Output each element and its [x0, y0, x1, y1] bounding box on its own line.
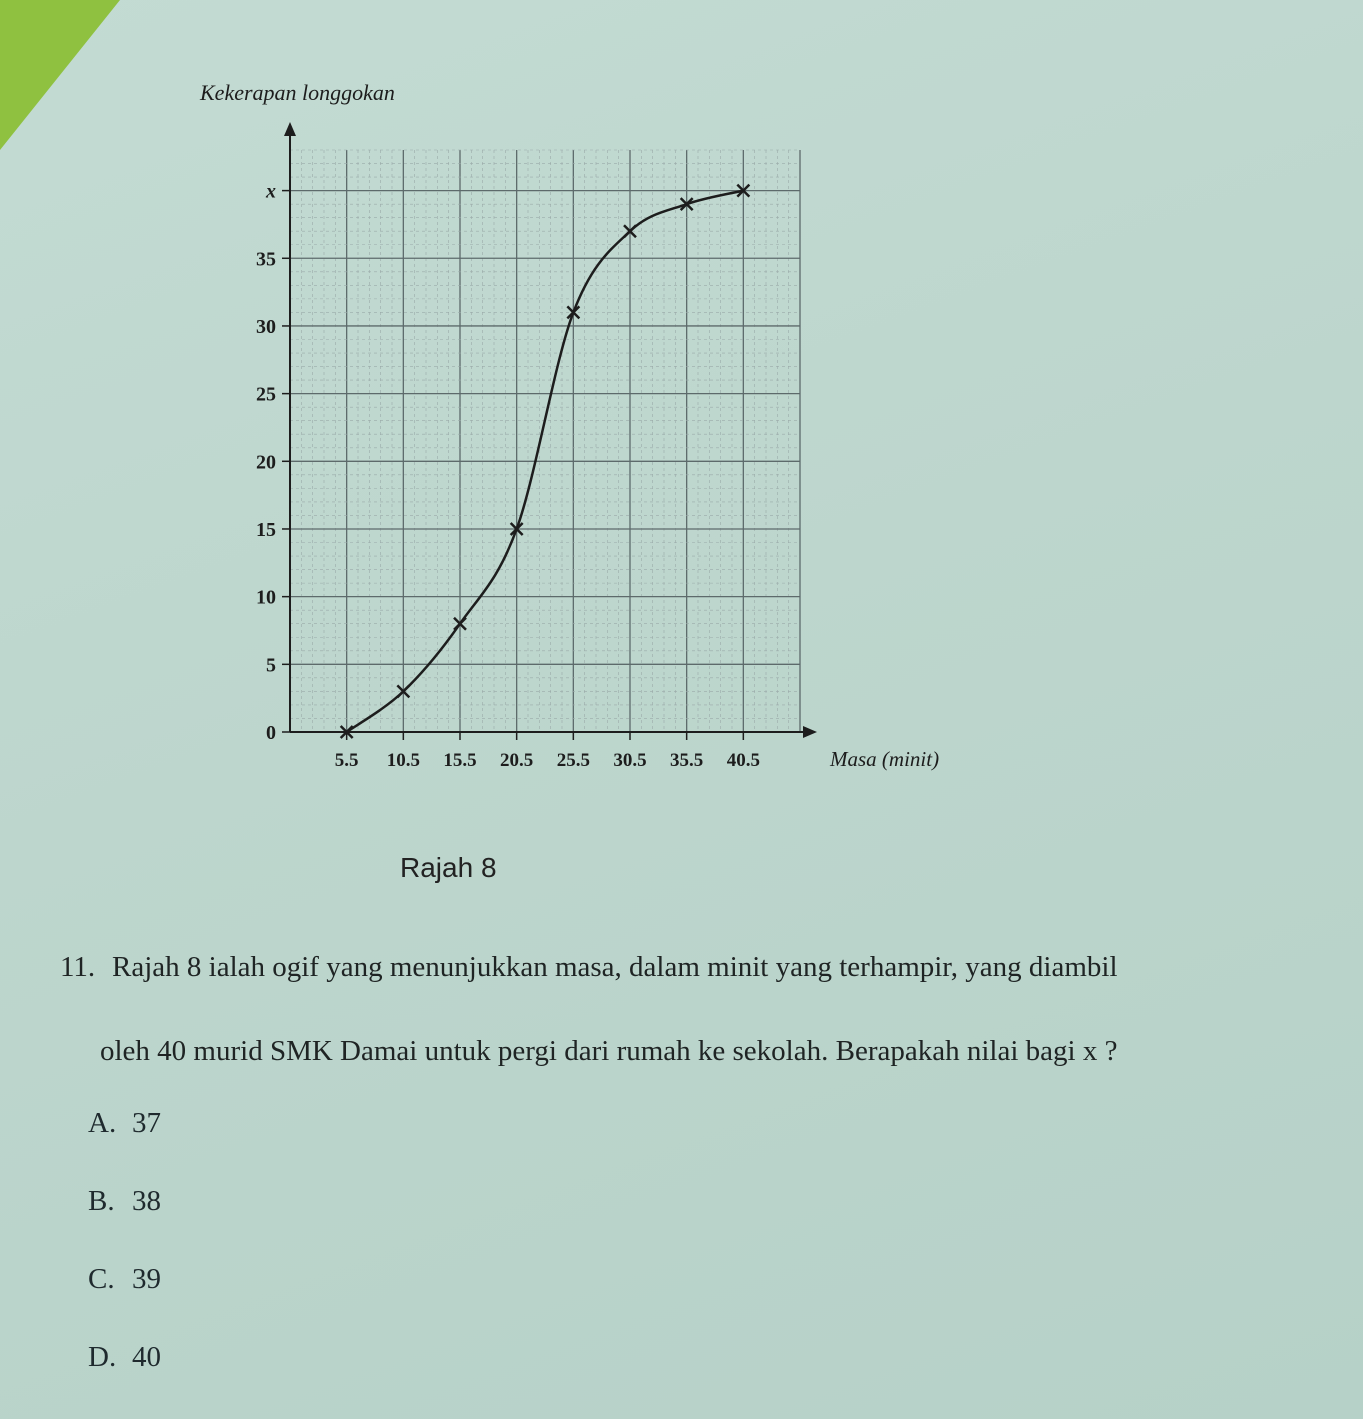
- x-tick-label: 15.5: [443, 750, 477, 771]
- option-b[interactable]: [88, 1176, 161, 1254]
- chart-svg: [180, 60, 980, 820]
- figure-caption: Rajah 8: [400, 852, 497, 883]
- option-value: 40: [132, 1341, 161, 1373]
- question-line-1-text: Rajah 8 ialah ogif yang menunjukkan masa, dalam minit yang terhampir, yang diambil: [112, 951, 1118, 983]
- ogive-chart: [180, 60, 980, 820]
- y-tick-label: 0: [266, 722, 276, 744]
- y-tick-label: 10: [256, 586, 276, 609]
- question-number: 11.: [60, 951, 96, 983]
- y-tick-label: 5: [266, 654, 276, 677]
- question-line-1: [60, 925, 1360, 1009]
- question-text: [60, 925, 1360, 1093]
- y-tick-label: 20: [256, 451, 276, 474]
- x-tick-label: 25.5: [556, 750, 590, 771]
- x-axis-title: Masa (minit): [830, 747, 940, 771]
- x-tick-label: 5.5: [334, 750, 359, 771]
- background-corner: [0, 0, 120, 150]
- answer-options: [88, 1098, 161, 1410]
- option-c[interactable]: [88, 1254, 161, 1332]
- y-axis-title: Kekerapan longgokan: [200, 80, 395, 105]
- x-tick-label: 40.5: [726, 750, 760, 771]
- option-d[interactable]: [88, 1332, 161, 1410]
- option-value: 39: [132, 1263, 161, 1295]
- y-tick-label: 25: [256, 383, 276, 406]
- x-tick-label: 20.5: [500, 750, 534, 771]
- option-letter: A.: [88, 1107, 117, 1139]
- option-a[interactable]: [88, 1098, 161, 1176]
- x-tick-label: 35.5: [670, 750, 704, 771]
- y-tick-label: 15: [256, 518, 276, 541]
- option-letter: C.: [88, 1263, 115, 1295]
- y-tick-label: x: [266, 180, 276, 203]
- y-axis-arrow: [284, 122, 296, 136]
- option-value: 37: [132, 1107, 161, 1139]
- x-tick-label: 30.5: [613, 750, 647, 771]
- x-tick-label: 10.5: [386, 750, 420, 771]
- y-tick-label: 35: [256, 248, 276, 271]
- option-value: 38: [132, 1185, 161, 1217]
- x-axis-arrow: [803, 726, 817, 738]
- question-line-2: oleh 40 murid SMK Damai untuk pergi dari rumah ke sekolah. Berapakah nilai bagi x ?: [100, 1035, 1118, 1067]
- option-letter: D.: [88, 1341, 117, 1373]
- y-tick-label: 30: [256, 315, 276, 338]
- option-letter: B.: [88, 1185, 115, 1217]
